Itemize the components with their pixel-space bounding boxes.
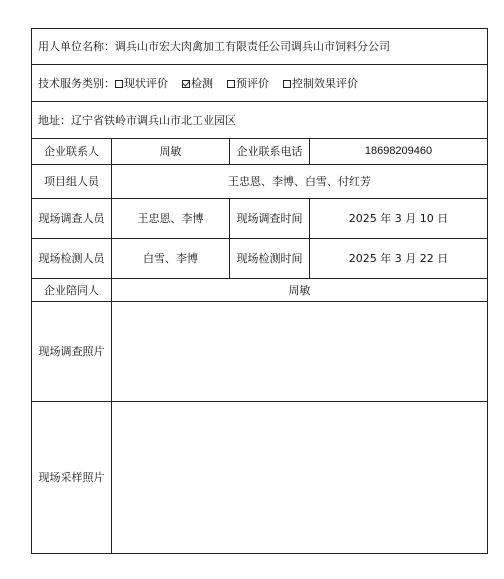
sampling-photo-row xyxy=(32,402,488,554)
checkbox-icon[interactable] xyxy=(227,80,235,88)
option-label: 预评价 xyxy=(236,76,269,90)
address-value: 辽宁省铁岭市调兵山市北工业园区 xyxy=(71,113,236,127)
escort-name: 周敏 xyxy=(112,279,488,302)
service-type-row xyxy=(32,65,488,102)
employer-row xyxy=(32,29,488,65)
employer-cell xyxy=(32,29,488,65)
contact-label: 企业联系人 xyxy=(32,139,112,165)
address-row xyxy=(32,102,488,139)
contact-phone: 18698209460 xyxy=(310,139,488,165)
testing-time-label: 现场检测时间 xyxy=(230,239,310,279)
survey-photo-label: 现场调查照片 xyxy=(32,302,112,402)
survey-photo-area xyxy=(112,302,488,402)
escort-label: 企业陪同人 xyxy=(32,279,112,302)
option-label: 检测 xyxy=(191,76,213,90)
option-status-evaluation[interactable] xyxy=(115,77,168,90)
option-testing[interactable] xyxy=(182,77,213,90)
survey-time-label: 现场调查时间 xyxy=(230,199,310,239)
sampling-photo-area xyxy=(112,402,488,554)
escort-row xyxy=(32,279,488,302)
testing-row xyxy=(32,239,488,279)
contact-phone-label: 企业联系电话 xyxy=(230,139,310,165)
contact-name: 周敏 xyxy=(112,139,230,165)
address-label: 地址： xyxy=(38,113,71,127)
option-label: 现状评价 xyxy=(124,76,168,90)
checkbox-icon[interactable] xyxy=(283,80,291,88)
employer-name: 调兵山市宏大肉禽加工有限责任公司调兵山市饲料分公司 xyxy=(115,40,390,53)
testing-people-label: 现场检测人员 xyxy=(32,239,112,279)
address-cell xyxy=(32,102,488,139)
testing-people: 白雪、李博 xyxy=(112,239,230,279)
survey-people: 王忠恩、李博 xyxy=(112,199,230,239)
option-pre-evaluation[interactable] xyxy=(227,77,269,90)
option-control-effect-evaluation[interactable] xyxy=(283,77,358,90)
checked-checkbox-icon[interactable] xyxy=(182,80,190,88)
option-label: 控制效果评价 xyxy=(292,76,358,90)
employer-label: 用人单位名称： xyxy=(38,40,115,53)
project-info-form xyxy=(31,28,488,554)
survey-time: 2025 年 3 月 10 日 xyxy=(310,199,488,239)
testing-time: 2025 年 3 月 22 日 xyxy=(310,239,488,279)
team-members: 王忠恩、李博、白雪、付红芳 xyxy=(112,165,488,199)
service-type-label: 技术服务类别： xyxy=(38,76,115,90)
checkbox-icon[interactable] xyxy=(115,80,123,88)
service-type-cell xyxy=(32,65,488,102)
survey-photo-row xyxy=(32,302,488,402)
survey-people-label: 现场调查人员 xyxy=(32,199,112,239)
contact-row xyxy=(32,139,488,165)
survey-row xyxy=(32,199,488,239)
sampling-photo-label: 现场采样照片 xyxy=(32,402,112,554)
team-row xyxy=(32,165,488,199)
team-label: 项目组人员 xyxy=(32,165,112,199)
